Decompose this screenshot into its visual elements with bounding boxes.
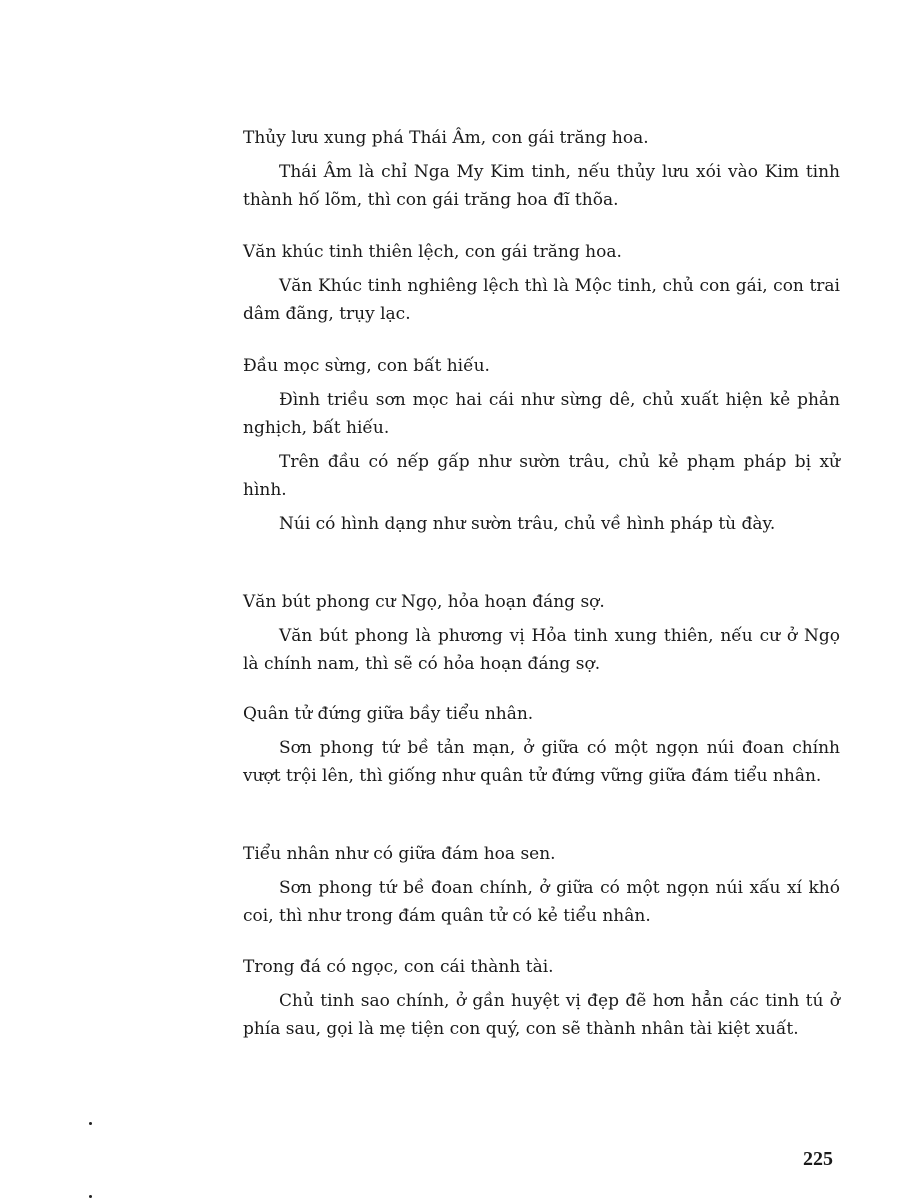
section-paragraph: Sơn phong tứ bề đoan chính, ở giữa có một ngọn núi xấu xí khó coi, thì như trong đám quân tử có kẻ tiểu nhân. [243,878,840,926]
section-paragraph: Thái Âm là chỉ Nga My Kim tinh, nếu thủy lưu xói vào Kim tinh thành hố lõm, thì con gái trăng hoa đĩ thõa. [243,162,840,210]
section-paragraph: Sơn phong tứ bề tản mạn, ở giữa có một ngọn núi đoan chính vượt trội lên, thì giống như quân tử đứng vững giữa đám tiểu nhân. [243,738,840,786]
section-1 [243,124,840,214]
section-paragraph: Chủ tinh sao chính, ở gần huyệt vị đẹp đẽ hơn hẳn các tinh tú ở phía sau, gọi là mẹ tiện con quý, con sẽ thành nhân tài kiệt xuất. [243,991,840,1039]
section-3 [243,352,840,538]
scan-speck [89,1195,92,1198]
section-heading: Văn bút phong cư Ngọ, hỏa hoạn đáng sợ. [243,592,605,612]
section-2 [243,238,840,328]
section-paragraph: Núi có hình dạng như sườn trâu, chủ về hình pháp tù đày. [279,514,776,534]
section-heading: Tiểu nhân như có giữa đám hoa sen. [243,844,556,864]
section-heading: Đầu mọc sừng, con bất hiếu. [243,356,490,376]
section-heading: Thủy lưu xung phá Thái Âm, con gái trăng hoa. [243,128,649,148]
section-paragraph: Văn bút phong là phương vị Hỏa tinh xung thiên, nếu cư ở Ngọ là chính nam, thì sẽ có hỏa hoạn đáng sợ. [243,626,840,674]
section-heading: Văn khúc tinh thiên lệch, con gái trăng hoa. [243,242,622,262]
section-heading: Quân tử đứng giữa bầy tiểu nhân. [243,704,534,724]
page-number: 225 [803,1148,833,1170]
section-paragraph: Văn Khúc tinh nghiêng lệch thì là Mộc tinh, chủ con gái, con trai dâm đãng, trụy lạc. [243,276,840,324]
section-paragraph: Đình triều sơn mọc hai cái như sừng dê, chủ xuất hiện kẻ phản nghịch, bất hiếu. [243,390,840,438]
section-5 [243,700,840,790]
section-6 [243,840,840,930]
section-heading: Trong đá có ngọc, con cái thành tài. [243,957,554,977]
section-7 [243,953,840,1043]
scan-speck [89,1122,92,1125]
section-paragraph: Trên đầu có nếp gấp như sườn trâu, chủ kẻ phạm pháp bị xử hình. [243,452,840,500]
section-4 [243,588,840,678]
